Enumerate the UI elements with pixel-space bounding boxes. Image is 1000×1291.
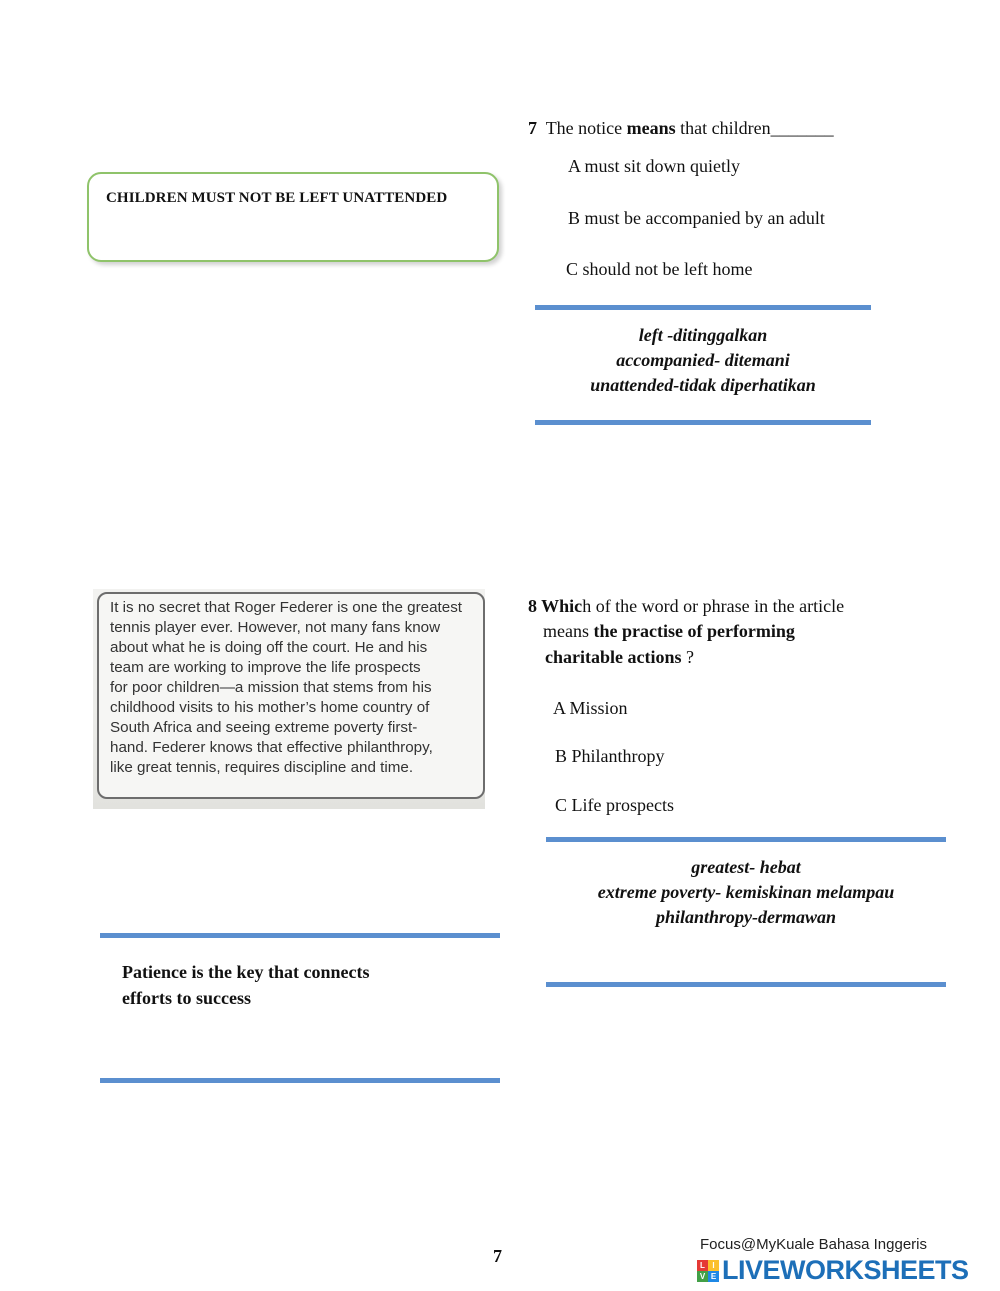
article-line: team are working to improve the life prospects [110,659,421,676]
logo-square-l: L [697,1260,708,1271]
q7-option-a[interactable]: A must sit down quietly [568,156,741,176]
article-line: childhood visits to his mother’s home country of [110,699,430,716]
logo-square-i: I [708,1260,719,1271]
article-excerpt [97,592,485,799]
q8-stem-line3-bold: charitable actions [545,647,682,667]
liveworksheets-wordmark: LIVEWORKSHEETS [722,1255,969,1285]
page-number: 7 [493,1246,502,1266]
q7-vocab-3: unattended-tidak diperhatikan [590,375,816,395]
q7-stem-a: The notice [545,118,627,138]
article-line: South Africa and seeing extreme poverty first- [110,719,418,736]
q7-stem-b: that children_______ [675,118,834,138]
quote-bottom-rule [100,1078,500,1083]
q7-vocab-2: accompanied- ditemani [616,350,790,370]
q7-number: 7 [528,118,537,138]
notice-sign [87,172,499,262]
q7-vocab-bottom-rule [535,420,871,425]
article-text [110,598,480,778]
q8-vocab-box [546,855,946,930]
motivational-quote [122,959,369,1011]
q8-stem-line3 [545,647,694,668]
q8-option-a[interactable]: A Mission [553,698,628,718]
q8-stem-line1 [528,596,844,617]
q8-stem-line2 [543,621,795,642]
footer-credit: Focus@MyKuale Bahasa Inggeris [700,1236,928,1253]
quote-line-2: efforts to success [122,988,251,1008]
article-line: hand. Federer knows that effective philanthropy, [110,739,433,756]
q7-vocab-top-rule [535,305,871,310]
article-line: for poor children—a mission that stems from his [110,679,432,696]
q8-vocab-3: philanthropy-dermawan [655,907,837,927]
article-line: about what he is doing off the court. He and his [110,639,428,656]
article-line: It is no secret that Roger Federer is one the greatest [110,599,463,616]
q8-option-b[interactable]: B Philanthropy [555,746,665,766]
q8-stem-line3-rest: ? [681,647,694,667]
notice-text: CHILDREN MUST NOT BE LEFT UNATTENDED [106,190,448,206]
liveworksheets-logo-icon [697,1260,719,1282]
q8-stem-line2-plain: means [543,621,594,641]
q8-vocab-bottom-rule [546,982,946,987]
q7-stem [528,118,834,139]
quote-line-1: Patience is the key that connects [122,962,370,982]
q7-option-c[interactable]: C should not be left home [566,259,753,279]
article-line: tennis player ever. However, not many fans know [110,619,441,636]
q8-vocab-2: extreme poverty- kemiskinan melampau [597,882,895,902]
quote-top-rule [100,933,500,938]
logo-square-e: E [708,1271,719,1282]
q7-vocab-box [535,323,871,398]
q7-vocab-1: left -ditinggalkan [638,325,768,345]
q8-stem-line2-bold: the practise of performing [593,621,795,641]
logo-square-v: V [697,1271,708,1282]
q8-vocab-1: greatest- hebat [691,857,801,877]
article-line: like great tennis, requires discipline and time. [110,759,414,776]
q8-stem-line1-text: h of the word or phrase in the article [582,596,845,616]
q8-option-c[interactable]: C Life prospects [555,795,674,815]
q7-stem-bold: means [626,118,676,138]
liveworksheets-logo[interactable] [697,1255,969,1286]
q7-option-b[interactable]: B must be accompanied by an adult [568,208,825,228]
q8-number: 8 Whic [528,596,583,616]
q8-vocab-top-rule [546,837,946,842]
